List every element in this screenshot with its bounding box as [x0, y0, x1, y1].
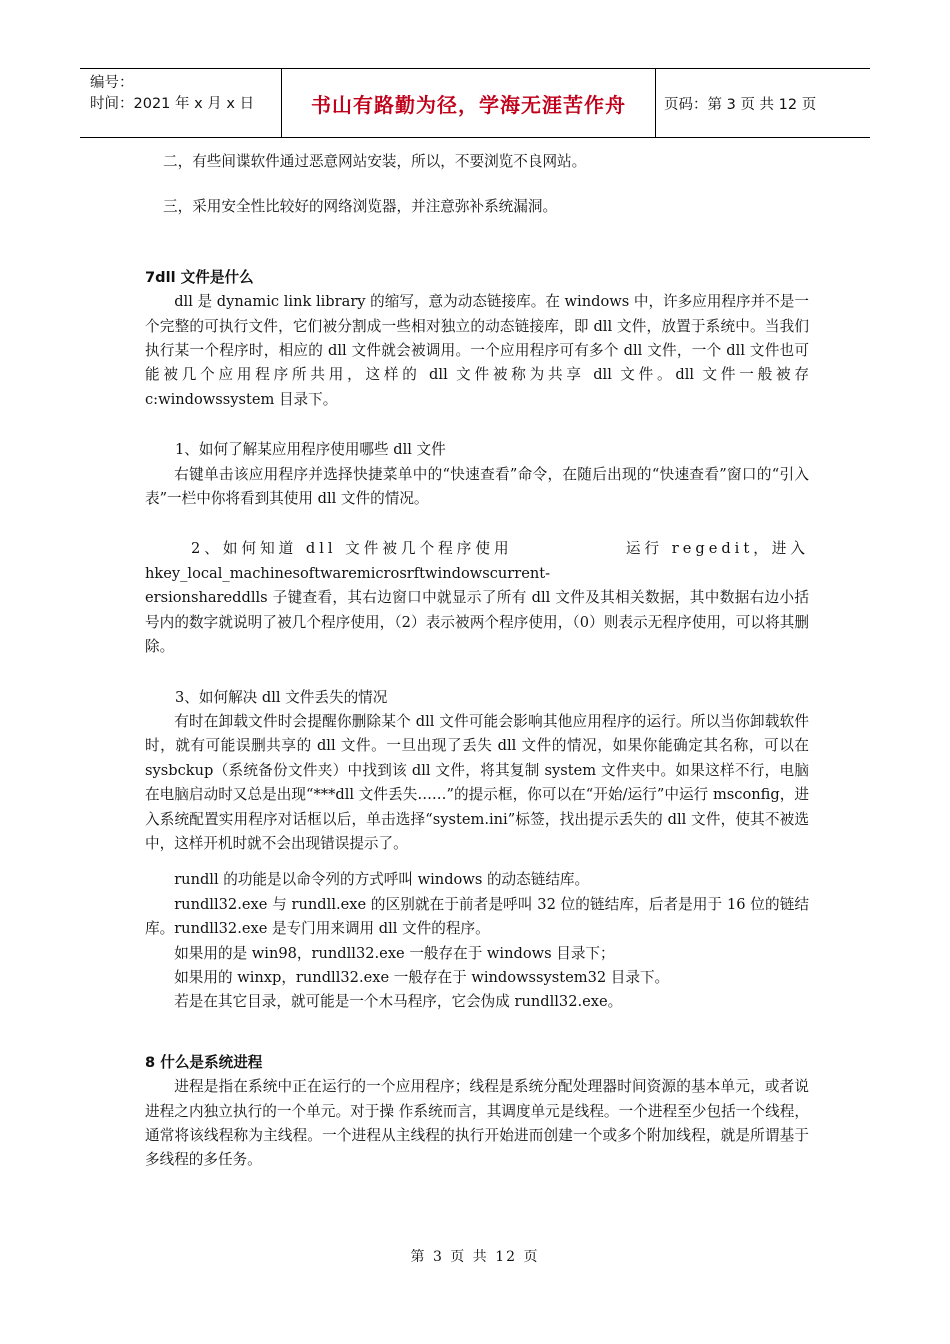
- registry-path: hkey_local_machinesoftwaremicrosrftwindowscurrent-: [145, 564, 551, 582]
- header-motto: 书山有路勤为径，学海无涯苦作舟: [282, 69, 656, 137]
- subsection-3-title: 3、如何解决 dll 文件丢失的情况: [175, 688, 388, 706]
- subsection-2-question: 2、如何知道 dll 文件被几个程序使用: [191, 540, 513, 558]
- subsection-2-action: 运行 regedit，进入: [625, 540, 809, 558]
- section-heading-7: 7dll 文件是什么: [145, 268, 254, 286]
- rundll-paragraph-1: rundll 的功能是以命令列的方式呼叫 windows 的动态链结库。: [174, 871, 590, 889]
- subsection-3-body: 有时在卸载文件时会提醒你删除某个 dll 文件可能会影响其他应用程序的运行。所以当你卸载软件时，就有可能误删共享的 dll 文件。一旦出现了丢失 dll 文件的情况，如果你能确定其名称，可以在 sysbckup（系统备份文件夹）中找到该 dll 文件，将其复制 system 文件夹中。如果这样不行，电脑在电脑启动时又总是出现“***dll 文件丢失……”的提示框，你可以在“开始/运行”中运行 msconfig，进入系统配置实用程序对话框以后，单击选择“system.ini”标签，找出提示丢失的 dll 文件，使其不被选中，这样开机时就不会出现错误提示了。: [145, 712, 809, 852]
- header-number-label: 编号：: [90, 75, 134, 91]
- page-footer: 第 3 页 共 12 页: [410, 1249, 540, 1265]
- header-page-info: 页码：第 3 页 共 12 页: [664, 96, 817, 113]
- header-date: 时间：2021 年 x 月 x 日: [90, 96, 255, 112]
- page-header: [80, 68, 870, 138]
- section-heading-8: 8 什么是系统进程: [145, 1053, 263, 1071]
- subsection-1-body: 右键单击该应用程序并选择快捷菜单中的“快速查看”命令，在随后出现的“快速查看”窗口的“引入表”一栏中你将看到其使用 dll 文件的情况。: [145, 465, 809, 508]
- process-paragraph: 进程是指在系统中正在运行的一个应用程序；线程是系统分配处理器时间资源的基本单元，或者说进程之内独立执行的一个单元。对于操 作系统而言，其调度单元是线程。一个进程至少包括一个线程，通常将该线程称为主线程。一个进程从主线程的执行开始进而创建一个或多个附加线程，就是所谓基于多线程的多任务。: [145, 1078, 809, 1169]
- subsection-2-body: ersionshareddlls 子键查看，其右边窗口中就显示了所有 dll 文件及其相关数据，其中数据右边小括号内的数字就说明了被几个程序使用，（2）表示被两个程序使用，（0）则表示无程序使用，可以将其删除。: [145, 589, 809, 656]
- rundll-paragraph-2: rundll32.exe 与 rundll.exe 的区别就在于前者是呼叫 32 位的链结库，后者是用于 16 位的链结库。rundll32.exe 是专门用来调用 dll 文件的程序。: [145, 895, 809, 938]
- subsection-2-title: [145, 537, 809, 561]
- header-meta: [80, 69, 282, 137]
- rundll-paragraph-4: 如果用的 winxp，rundll32.exe 一般存在于 windowssystem32 目录下。: [174, 968, 670, 986]
- document-body: [145, 150, 809, 1173]
- rundll-paragraph-5: 若是在其它目录，就可能是一个木马程序，它会伪成 rundll32.exe。: [174, 993, 623, 1011]
- dll-intro-paragraph: dll 是 dynamic link library 的缩写，意为动态链接库。在 windows 中，许多应用程序并不是一个完整的可执行文件，它们被分割成一些相对独立的动态链接库，即 dll 文件，放置于系统中。当我们执行某一个程序时，相应的 dll 文件就会被调用。一个应用程序可有多个 dll 文件，一个 dll 文件也可能被几个应用程序所共用，这样的 dll 文件被称为共享 dll 文件。dll 文件一般被存 c:windowssystem 目录下。: [145, 293, 809, 408]
- subsection-1-title: 1、如何了解某应用程序使用哪些 dll 文件: [175, 441, 446, 459]
- paragraph-3: 三，采用安全性比较好的网络浏览器，并注意弥补系统漏洞。: [163, 198, 558, 216]
- rundll-paragraph-3: 如果用的是 win98，rundll32.exe 一般存在于 windows 目录下；: [174, 944, 615, 962]
- paragraph-2: 二，有些间谍软件通过恶意网站安装，所以，不要浏览不良网站。: [163, 153, 587, 170]
